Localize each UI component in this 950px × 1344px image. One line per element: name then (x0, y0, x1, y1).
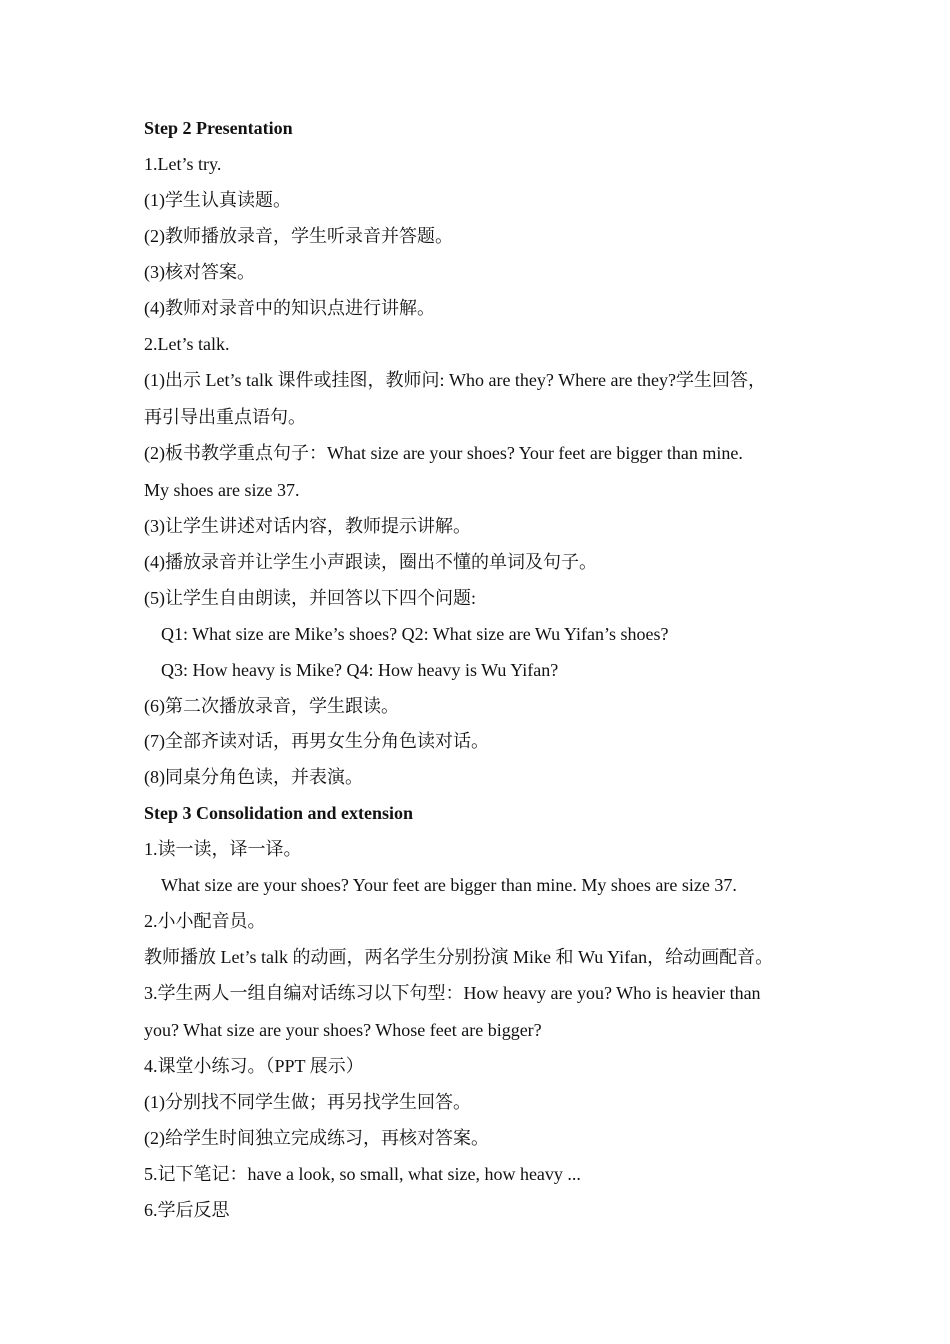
text-line: (5)让学生自由朗读，并回答以下四个问题: (144, 588, 476, 608)
text-line: 2.Let’s talk. (144, 334, 230, 354)
text-line: (7)全部齐读对话，再男女生分角色读对话。 (144, 731, 489, 751)
text-line: (4)教师对录音中的知识点进行讲解。 (144, 298, 435, 318)
text-line: 1.读一读，译一译。 (144, 839, 302, 859)
text-line: (2)板书教学重点句子：What size are your shoes? Your feet are bigger than mine. (144, 443, 743, 463)
text-line: (2)教师播放录音，学生听录音并答题。 (144, 226, 453, 246)
example-sentence-line: What size are your shoes? Your feet are bigger than mine. My shoes are size 37. (161, 875, 737, 895)
text-line: (4)播放录音并让学生小声跟读，圈出不懂的单词及句子。 (144, 552, 597, 572)
text-line: (1)学生认真读题。 (144, 190, 291, 210)
text-line: My shoes are size 37. (144, 480, 300, 500)
text-line: 教师播放 Let’s talk 的动画，两名学生分别扮演 Mike 和 Wu Yifan，给动画配音。 (144, 947, 774, 967)
question-line: Q3: How heavy is Mike? Q4: How heavy is Wu Yifan? (161, 660, 559, 680)
text-line: (2)给学生时间独立完成练习，再核对答案。 (144, 1128, 489, 1148)
text-line: 2.小小配音员。 (144, 911, 266, 931)
text-line: you? What size are your shoes? Whose feet are bigger? (144, 1020, 542, 1040)
text-line: 再引导出重点语句。 (144, 407, 306, 427)
text-line: (1)分别找不同学生做；再另找学生回答。 (144, 1092, 471, 1112)
section-heading-step-2: Step 2 Presentation (144, 118, 293, 138)
text-line: 6.学后反思 (144, 1200, 230, 1220)
text-line: (8)同桌分角色读，并表演。 (144, 767, 363, 787)
text-line: (6)第二次播放录音，学生跟读。 (144, 696, 399, 716)
text-line: (3)核对答案。 (144, 262, 255, 282)
text-line: 1.Let’s try. (144, 154, 222, 174)
text-line: 5.记下笔记：have a look, so small, what size, how heavy ... (144, 1164, 581, 1184)
text-line: 3.学生两人一组自编对话练习以下句型：How heavy are you? Who is heavier than (144, 983, 761, 1003)
text-line: (1)出示 Let’s talk 课件或挂图，教师问: Who are they? Where are they?学生回答， (144, 370, 767, 390)
text-line: (3)让学生讲述对话内容，教师提示讲解。 (144, 516, 471, 536)
section-heading-step-3: Step 3 Consolidation and extension (144, 803, 414, 823)
text-line: 4.课堂小练习。（PPT 展示） (144, 1056, 364, 1076)
question-line: Q1: What size are Mike’s shoes? Q2: What size are Wu Yifan’s shoes? (161, 624, 669, 644)
